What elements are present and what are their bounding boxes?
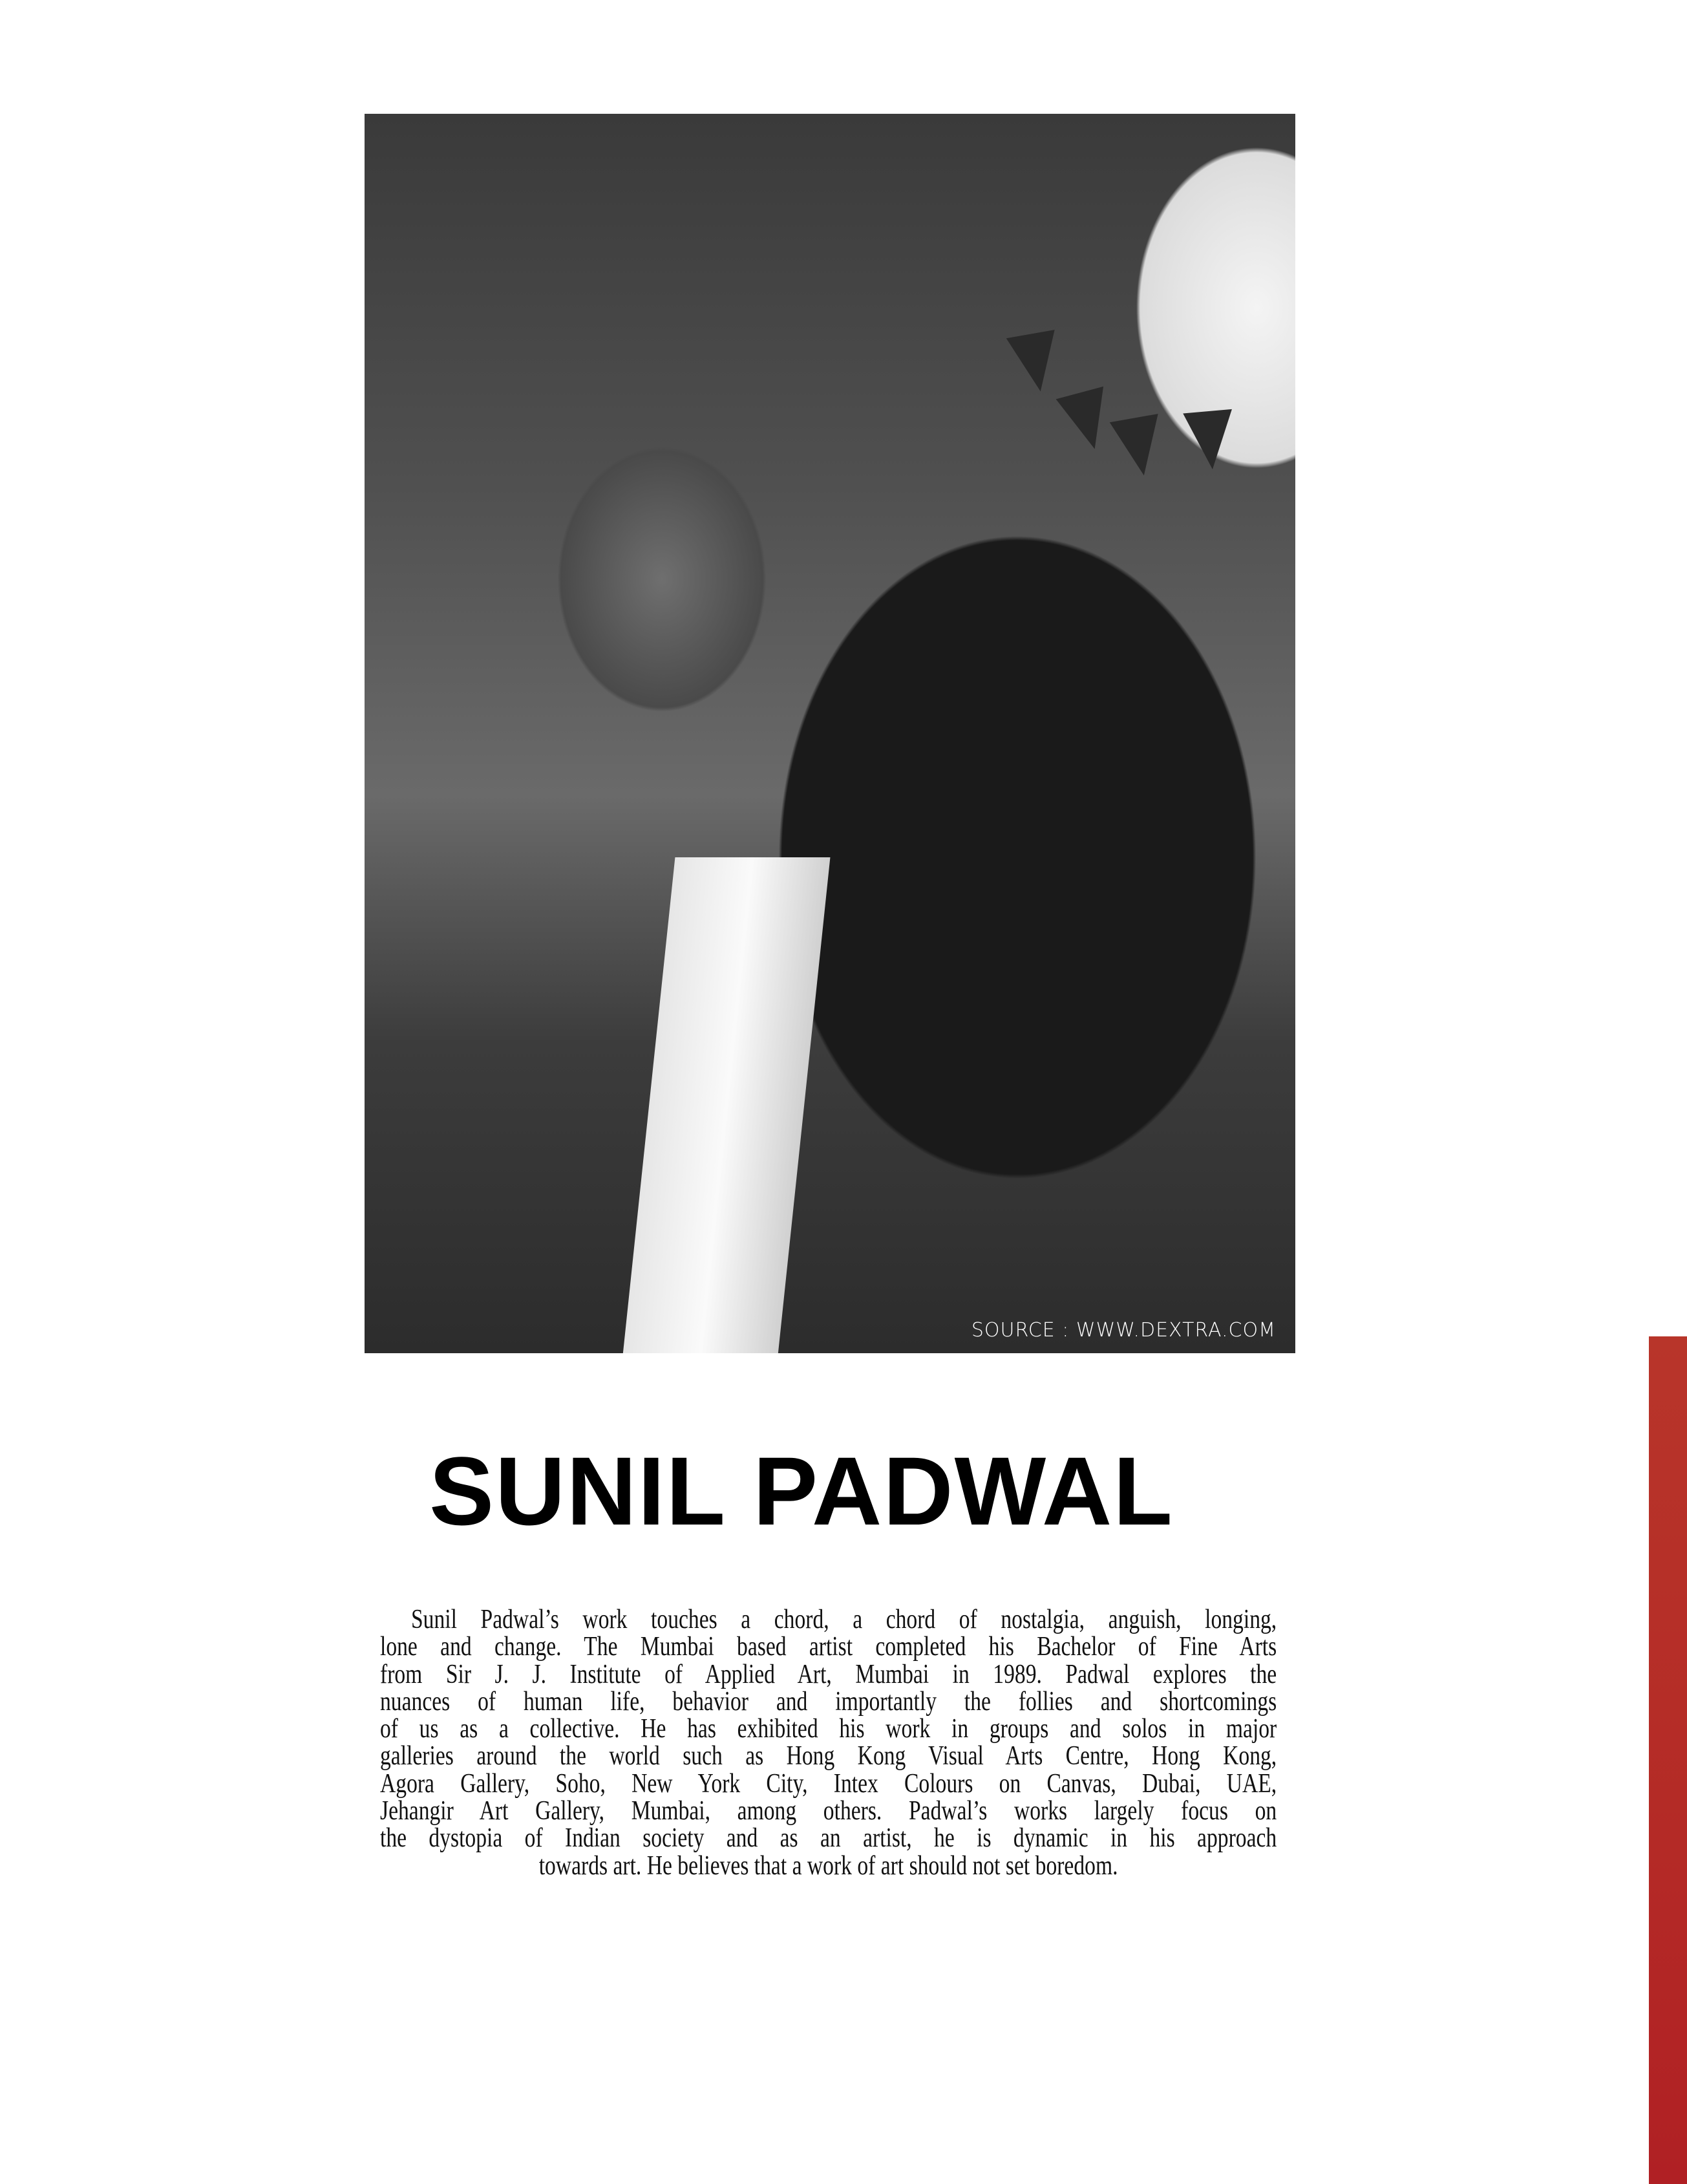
- body-line: from Sir J. J. Institute of Applied Art, Mumbai in 1989. Padwal explores the: [380, 1659, 1277, 1689]
- body-line: Sunil Padwal’s work touches a chord, a chord of nostalgia, anguish, longing,: [411, 1605, 1277, 1634]
- pennant-flag: [1110, 414, 1168, 480]
- body-line: towards art. He believes that a work of art should not set boredom.: [538, 1850, 1118, 1881]
- body-line: nuances of human life, behavior and importantly the follies and shortcomings: [380, 1686, 1277, 1717]
- pennant-flag: [1183, 409, 1237, 471]
- body-line: Agora Gallery, Soho, New York City, Intex Colours on Canvas, Dubai, UAE,: [380, 1768, 1277, 1799]
- photo-source-caption: SOURCE : WWW.DEXTRA.COM: [971, 1319, 1276, 1342]
- pennant-flag: [1056, 387, 1119, 456]
- pennant-flag: [1006, 330, 1065, 396]
- body-line: lone and change. The Mumbai based artist completed his Bachelor of Fine Arts: [380, 1632, 1277, 1662]
- biography-paragraph: [380, 1606, 1277, 1879]
- body-line: Jehangir Art Gallery, Mumbai, among others. Padwal’s works largely focus on: [380, 1796, 1277, 1826]
- artist-portrait-photo: [365, 114, 1295, 1353]
- body-line: galleries around the world such as Hong Kong Visual Arts Centre, Hong Kong,: [380, 1741, 1277, 1772]
- white-shirt: [623, 857, 831, 1353]
- page-title: SUNIL PADWAL: [429, 1437, 1174, 1545]
- body-line: of us as a collective. He has exhibited his work in groups and solos in major: [380, 1714, 1277, 1744]
- body-line: the dystopia of Indian society and as an artist, he is dynamic in his approach: [380, 1823, 1277, 1854]
- red-accent-bar: [1649, 1336, 1687, 2184]
